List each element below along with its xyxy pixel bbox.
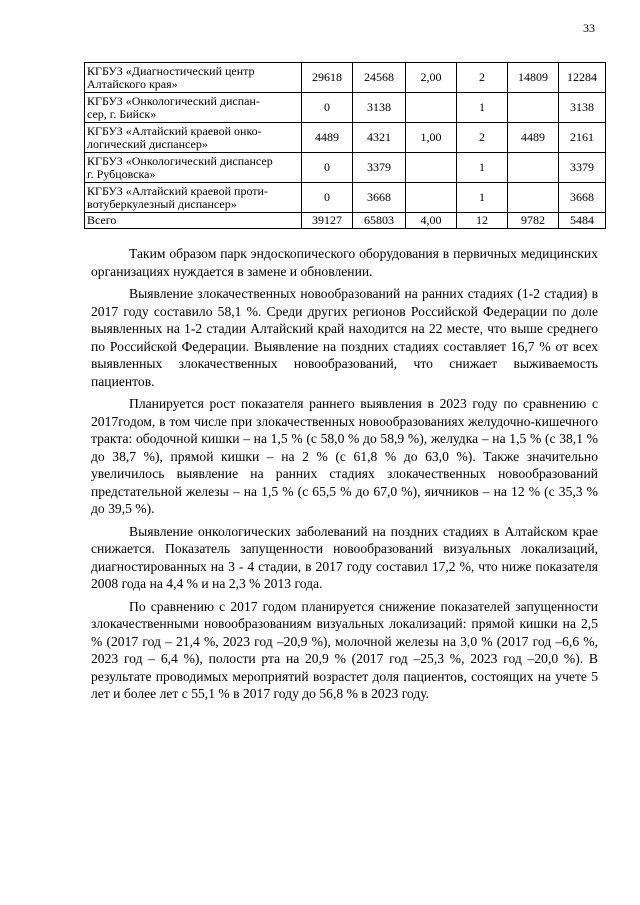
table-cell: 2	[457, 63, 508, 93]
table-cell: 4321	[353, 123, 406, 153]
table-cell: 3379	[559, 153, 606, 183]
table-cell	[406, 183, 457, 213]
table-cell-name: КГБУЗ «Онкологический диспан- сер, г. Бийск»	[85, 93, 302, 123]
table-cell: 4,00	[406, 213, 457, 229]
table-cell: 24568	[353, 63, 406, 93]
table-row	[85, 123, 606, 153]
table-cell	[406, 93, 457, 123]
table-cell: 2	[457, 123, 508, 153]
table-cell	[508, 183, 559, 213]
table-cell: 2,00	[406, 63, 457, 93]
table-cell: 0	[302, 183, 353, 213]
table-cell: 39127	[302, 213, 353, 229]
table-cell-name: КГБУЗ «Диагностический центр Алтайского края»	[85, 63, 302, 93]
table-cell-name: КГБУЗ «Алтайский краевой проти- вотуберкулезный диспансер»	[85, 183, 302, 213]
table-cell: 1	[457, 183, 508, 213]
table-row	[85, 63, 606, 93]
table-cell: 1,00	[406, 123, 457, 153]
paragraph: Таким образом парк эндоскопического оборудования в первичных медицинских организациях нуждается в замене и обновлении.	[91, 246, 598, 279]
table-row-total	[85, 213, 606, 229]
table-cell: 0	[302, 93, 353, 123]
table-cell: 3668	[559, 183, 606, 213]
body-text	[91, 245, 598, 708]
table-cell: 14809	[508, 63, 559, 93]
table-cell	[508, 153, 559, 183]
table-cell: 12284	[559, 63, 606, 93]
table-cell: 5484	[559, 213, 606, 229]
table-cell: 4489	[508, 123, 559, 153]
table-cell: 12	[457, 213, 508, 229]
table-cell: 3138	[353, 93, 406, 123]
table-cell: 29618	[302, 63, 353, 93]
table-cell-name: Всего	[85, 213, 302, 229]
table-cell: 1	[457, 93, 508, 123]
paragraph: По сравнению с 2017 годом планируется снижение показателей запущенности злокачественными новообразованиям визуальных локализаций: прямой кишки на 2,5 % (2017 год – 21,4 %, 2023 год –20,9 %), молочной железы на 3,0 % (2017 год –6,6 %, 2023 год – 6,4 %), полости рта на 20,9 % (2017 год –25,3 %, 2023 год –20,0 %). В результате проводимых мероприятий возрастет доля пациентов, состоящих на учете 5 лет и более лет с 55,1 % в 2017 году до 56,8 % в 2023 году.	[91, 598, 598, 701]
table-row	[85, 183, 606, 213]
table-cell-name: КГБУЗ «Алтайский краевой онко- логический диспансер»	[85, 123, 302, 153]
table-cell: 4489	[302, 123, 353, 153]
table-row	[85, 93, 606, 123]
table-cell: 2161	[559, 123, 606, 153]
table-cell-name: КГБУЗ «Онкологический диспансер г. Рубцовска»	[85, 153, 302, 183]
table-cell	[508, 93, 559, 123]
table-cell	[406, 153, 457, 183]
page-number: 33	[583, 21, 595, 35]
table-cell: 0	[302, 153, 353, 183]
paragraph: Выявление злокачественных новообразований на ранних стадиях (1-2 стадия) в 2017 году составило 58,1 %. Среди других регионов Российской Федерации по доле выявленных на 1-2 стадии Алтайский край находится на 22 месте, что выше среднего по Российской Федерации. Выявление на поздних стадиях составляет 16,7 % от всех выявленных злокачественных новообразований, что снижает выживаемость пациентов.	[91, 286, 598, 389]
table-cell: 65803	[353, 213, 406, 229]
data-table	[84, 62, 606, 229]
table-cell: 1	[457, 153, 508, 183]
paragraph: Планируется рост показателя раннего выявления в 2023 году по сравнению с 2017годом, в том числе при злокачественных новообразованиях желудочно-кишечного тракта: ободочной кишки – на 1,5 % (с 58,0 % до 58,9 %), желудка – на 1,5 % (с 38,1 % до 38,7 %), прямой кишки – на 2 % (с 61,8 % до 63,0 %). Также значительно увеличилось выявление на ранних стадиях злокачественных новообразований предстательной железы – на 1,5 % (с 65,5 % до 67,0 %), яичников – на 12 % (с 35,3 % до 39,5 %).	[91, 396, 598, 516]
paragraph: Выявление онкологических заболеваний на поздних стадиях в Алтайском крае снижается. Показатель запущенности новообразований визуальных локализаций, диагностированных на 3 - 4 стадии, в 2017 году составил 17,2 %, что ниже показателя 2008 года на 4,4 % и на 2,3 % 2013 года.	[91, 523, 598, 591]
table-cell: 3138	[559, 93, 606, 123]
table-cell: 9782	[508, 213, 559, 229]
table-cell: 3668	[353, 183, 406, 213]
table-cell: 3379	[353, 153, 406, 183]
table-row	[85, 153, 606, 183]
